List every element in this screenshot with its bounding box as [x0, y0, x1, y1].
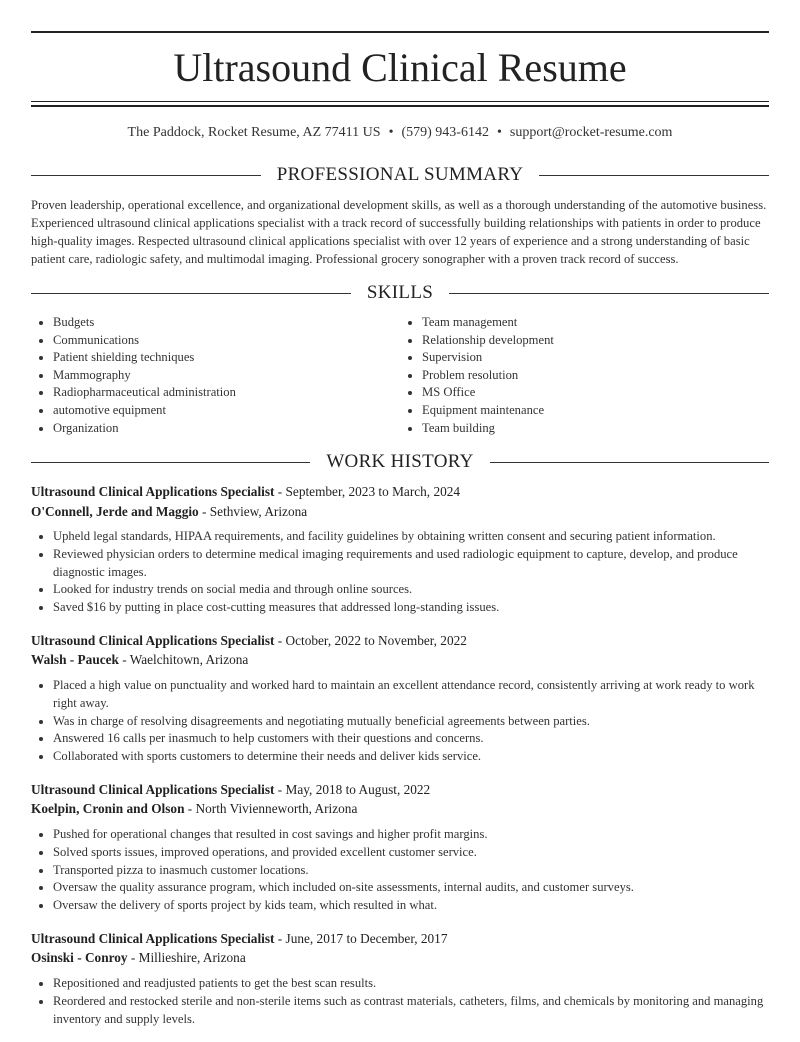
section-rule: [490, 462, 769, 463]
job-dates: - October, 2022 to November, 2022: [274, 632, 467, 648]
job-company: Walsh - Paucek: [31, 652, 119, 668]
job-bullets: [31, 975, 769, 1028]
job-entry: [31, 482, 769, 617]
section-rule: [31, 175, 261, 176]
contact-separator: •: [388, 125, 394, 140]
job-bullets: [31, 528, 769, 617]
job-bullet: • Upheld legal standards, HIPAA requirements, and facility guidelines by obtaining written consent and securing patient information.: [53, 528, 769, 546]
section-rule: [31, 462, 310, 463]
job-title-line: [31, 780, 769, 800]
work-section-heading: [31, 450, 769, 474]
job-company-line: [31, 948, 769, 968]
skills-list: [31, 314, 769, 437]
contact-email: support@rocket-resume.com: [509, 125, 673, 140]
job-bullet: • Reordered and restocked sterile and non-sterile items such as contrast materials, catheters, films, and chemicals by monitoring and managing inventory and supply levels.: [53, 993, 769, 1029]
job-dates: - May, 2018 to August, 2022: [274, 781, 431, 797]
job-title: Ultrasound Clinical Applications Specialist: [31, 930, 275, 946]
job-title: Ultrasound Clinical Applications Specialist: [31, 484, 275, 499]
job-bullet: • Collaborated with sports customers to determine their needs and deliver kids service.: [53, 748, 769, 766]
job-location: - Waelchitown, Arizona: [118, 652, 249, 668]
skill-item: • Organization: [53, 420, 400, 438]
job-dates: - June, 2017 to December, 2017: [274, 930, 448, 946]
skills-column-right: [400, 314, 769, 437]
section-rule: [31, 293, 351, 294]
job-location: - Sethview, Arizona: [198, 503, 308, 519]
skill-item: • Patient shielding techniques: [53, 349, 400, 367]
job-bullet: • Saved $16 by putting in place cost-cutting measures that addressed long-standing issues.: [53, 599, 769, 617]
skill-item: • Mammography: [53, 367, 400, 385]
job-company-line: [31, 650, 769, 670]
section-rule: [449, 293, 769, 294]
skills-heading: SKILLS: [366, 282, 434, 303]
job-bullet: • Pushed for operational changes that resulted in cost savings and higher profit margins.: [53, 826, 769, 844]
job-bullet: • Looked for industry trends on social media and through online sources.: [53, 581, 769, 599]
job-company: Koelpin, Cronin and Olson: [31, 801, 185, 817]
job-title: Ultrasound Clinical Applications Specialist: [31, 781, 275, 797]
skill-item: • Supervision: [422, 349, 769, 367]
skill-item: • Budgets: [53, 314, 400, 332]
job-bullets: [31, 826, 769, 915]
skills-column-left: [31, 314, 400, 437]
job-bullet: • Reviewed physician orders to determine medical imaging requirements and used radiologic equipment to capture, develop, and produce diagnostic images.: [53, 546, 769, 582]
job-location: - North Vivienneworth, Arizona: [184, 801, 358, 817]
skill-item: • Radiopharmaceutical administration: [53, 384, 400, 402]
skill-item: • automotive equipment: [53, 402, 400, 420]
job-bullet: • Transported pizza to inasmuch customer locations.: [53, 862, 769, 880]
job-company: O'Connell, Jerde and Maggio: [31, 503, 199, 519]
job-title-line: [31, 482, 769, 502]
summary-section-heading: [31, 163, 769, 187]
skill-item: • Equipment maintenance: [422, 402, 769, 420]
section-rule: [539, 175, 769, 176]
skill-item: • MS Office: [422, 384, 769, 402]
job-entry: [31, 631, 769, 766]
skill-item: • Team management: [422, 314, 769, 332]
job-company: Osinski - Conroy: [31, 950, 128, 966]
summary-text: Proven leadership, operational excellence, and organizational development skills, as well as a thorough understanding of the automotive business. Experienced ultrasound clinical applications specialist with a track record of successfully building relationships with patients in order to produce high-quality images. Respected ultrasound clinical applications specialist with over 12 years of experience and a strong understanding of basic patient care, radiologic safety, and multimodal imaging. Professional grocery sonographer with a proven track record of success.: [31, 198, 767, 266]
summary-heading: PROFESSIONAL SUMMARY: [276, 164, 524, 185]
job-bullet: • Solved sports issues, improved operations, and provided excellent customer service.: [53, 844, 769, 862]
job-title-line: [31, 631, 769, 651]
page-title: Ultrasound Clinical Resume: [173, 45, 627, 90]
title-double-rule: [31, 101, 769, 107]
job-company-line: [31, 799, 769, 819]
job-company-line: [31, 502, 769, 522]
contact-phone: (579) 943-6142: [401, 125, 489, 140]
job-bullet: • Repositioned and readjusted patients to get the best scan results.: [53, 975, 769, 993]
contact-address: The Paddock, Rocket Resume, AZ 77411 US: [127, 125, 381, 140]
job-location: - Millieshire, Arizona: [127, 950, 246, 966]
contact-separator: •: [496, 125, 502, 140]
skill-item: • Team building: [422, 420, 769, 438]
job-bullet: • Oversaw the delivery of sports project by kids team, which resulted in what.: [53, 897, 769, 915]
top-rule: [31, 31, 769, 33]
skill-item: • Communications: [53, 332, 400, 350]
job-entry: [31, 929, 769, 1028]
job-bullet: • Was in charge of resolving disagreements and negotiating mutually beneficial agreements between parties.: [53, 713, 769, 731]
skill-item: • Problem resolution: [422, 367, 769, 385]
work-heading: WORK HISTORY: [326, 451, 474, 472]
job-bullet: • Answered 16 calls per inasmuch to help customers with their questions and concerns.: [53, 730, 769, 748]
job-bullet: • Placed a high value on punctuality and worked hard to maintain an excellent attendance record, consistently arriving at work ready to work right away.: [53, 677, 769, 713]
job-title: Ultrasound Clinical Applications Specialist: [31, 632, 275, 648]
skills-section-heading: [31, 281, 769, 305]
job-entry: [31, 780, 769, 915]
contact-line: [0, 124, 800, 142]
job-bullets: [31, 677, 769, 766]
skill-item: • Relationship development: [422, 332, 769, 350]
job-dates: - September, 2023 to March, 2024: [274, 484, 461, 499]
job-bullet: • Oversaw the quality assurance program, which included on-site assessments, internal audits, and customer surveys.: [53, 879, 769, 897]
job-title-line: [31, 929, 769, 949]
work-history: [31, 482, 769, 1042]
